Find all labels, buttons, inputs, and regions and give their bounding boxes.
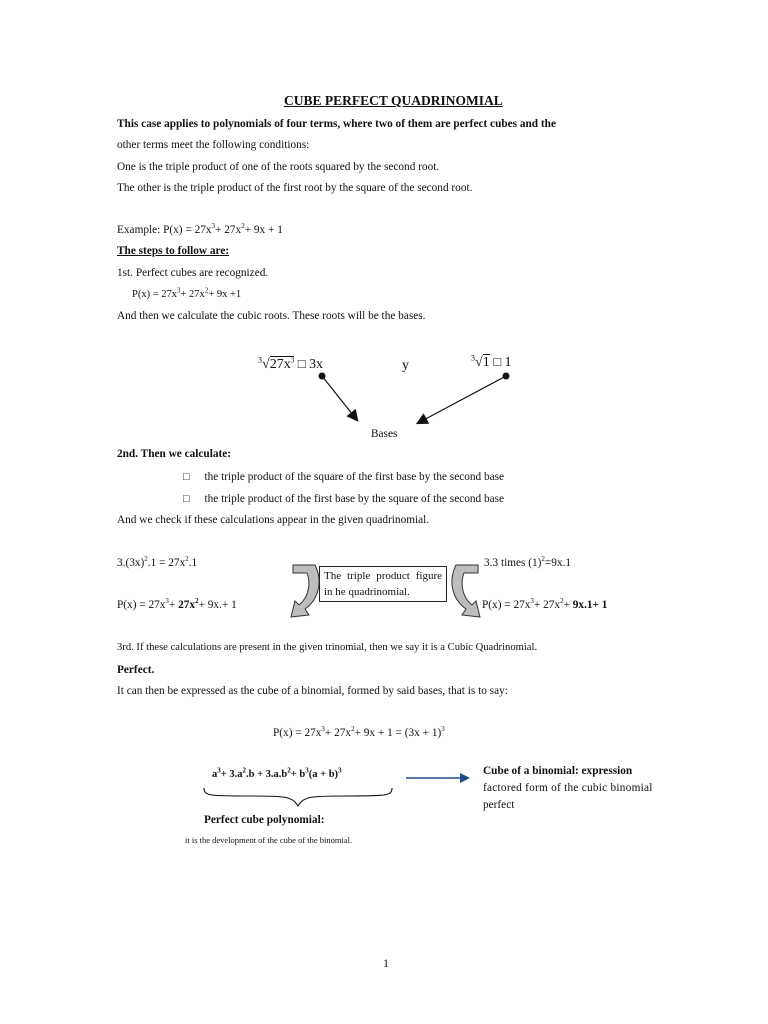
root2-index: 3 bbox=[471, 353, 475, 363]
step3-label: 3rd. If these calculations are present in the given trinomial, then we say it is a Cubic Quadrinomial. bbox=[117, 642, 538, 653]
blue-arrow bbox=[404, 772, 474, 784]
cube-binomial-line-2: factored form of the cubic binomial bbox=[483, 782, 653, 794]
page-title: CUBE PERFECT QUADRINOMIAL bbox=[284, 93, 503, 108]
binomial-development: $a^3+ 3.a^2.b + 3.a.b^2+ b^3(a + b)^3$ bbox=[212, 766, 342, 780]
step2-check: And we check if these calculations appear in the given quadrinomial. bbox=[117, 514, 430, 526]
step2-bullet-2 bbox=[183, 493, 504, 505]
step3-perfect: Perfect. bbox=[117, 664, 155, 676]
poly-c: + 9x +1 bbox=[208, 289, 242, 300]
step3-express: It can then be expressed as the cube of a binomial, formed by said bases, that is to say: bbox=[117, 685, 508, 697]
poly-a: P(x) = 27x bbox=[132, 289, 178, 300]
calc-left-bottom: $P(x) = 27x^3+ 27x^2+ 9x.+ 1$ bbox=[117, 597, 237, 611]
radicand-1: $27x^3$ bbox=[269, 356, 295, 372]
root1-result: 3x bbox=[309, 357, 324, 372]
bullet-1-text: the triple product of the square of the first base by the second base bbox=[204, 471, 505, 483]
intro-line-4: The other is the triple product of the first root by the square of the second root. bbox=[117, 182, 473, 194]
root1-index: 3 bbox=[258, 355, 262, 365]
step1-label: 1st. Perfect cubes are recognized. bbox=[117, 267, 269, 279]
arrow-right bbox=[418, 376, 506, 423]
cube-binomial-line-3: perfect bbox=[483, 799, 515, 811]
bullet-glyph-1: □ bbox=[183, 471, 190, 483]
arrow-left bbox=[322, 376, 357, 420]
example-mid: + 27x bbox=[215, 224, 242, 236]
brace-sublabel: it is the development of the cube of the binomial. bbox=[185, 835, 353, 845]
bullet-glyph-2: □ bbox=[183, 493, 190, 505]
radical-1: √ bbox=[262, 357, 270, 372]
root2-result: 1 bbox=[504, 355, 512, 370]
step2-heading: 2nd. Then we calculate: bbox=[117, 448, 232, 460]
bases-arrows bbox=[0, 0, 768, 460]
equals-box-glyph-2: □ bbox=[493, 354, 502, 369]
example-exp-3: 3 bbox=[211, 222, 216, 231]
calc-right-top: 3.3 times $(1)^2=9x.1$ bbox=[484, 555, 572, 569]
calc-left-top: $3.(3x)^2.1 = 27x^2.1$ bbox=[117, 555, 198, 569]
bullet-2-text: the triple product of the first base by the square of the second base bbox=[204, 493, 505, 505]
example-prefix: Example: P(x) = 27x bbox=[117, 224, 212, 236]
radicand-2: 1 bbox=[482, 355, 490, 370]
radical-2: √ bbox=[475, 355, 483, 370]
intro-line-1: This case applies to polynomials of four terms, where two of them are perfect cubes and the bbox=[117, 118, 556, 130]
triple-product-note: The triple product figure in he quadrinomial. bbox=[319, 566, 447, 602]
intro-line-3: One is the triple product of one of the roots squared by the second root. bbox=[117, 161, 440, 173]
steps-heading: The steps to follow are: bbox=[117, 245, 230, 257]
poly-exp-3: 3 bbox=[177, 286, 181, 295]
equals-box-glyph-1: □ bbox=[297, 356, 306, 371]
brace-label: Perfect cube polynomial: bbox=[204, 814, 325, 826]
cube-binomial-line-1: Cube of a binomial: expression bbox=[483, 765, 633, 777]
intro-line-2: other terms meet the following conditions: bbox=[117, 139, 310, 151]
calc-right-bottom: $P(x) = 27x^3+ 27x^2+ 9x.1+ 1$ bbox=[482, 597, 608, 611]
step2-bullet-1 bbox=[183, 471, 504, 483]
final-equation: $P(x) = 27x^3+ 27x^2+ 9x + 1 = (3x + 1)^3$ bbox=[273, 725, 445, 739]
poly-exp-2: 2 bbox=[204, 286, 209, 295]
example-exp-2: 2 bbox=[241, 222, 245, 231]
connector-y: y bbox=[402, 358, 409, 373]
page-number: 1 bbox=[383, 956, 389, 970]
poly-b: + 27x bbox=[180, 289, 205, 300]
curved-arrow-right bbox=[446, 563, 486, 621]
underbrace bbox=[200, 786, 400, 808]
bases-label: Bases bbox=[371, 428, 398, 440]
step1-then: And then we calculate the cubic roots. These roots will be the bases. bbox=[117, 310, 426, 322]
example-rest: + 9x + 1 bbox=[244, 224, 283, 236]
